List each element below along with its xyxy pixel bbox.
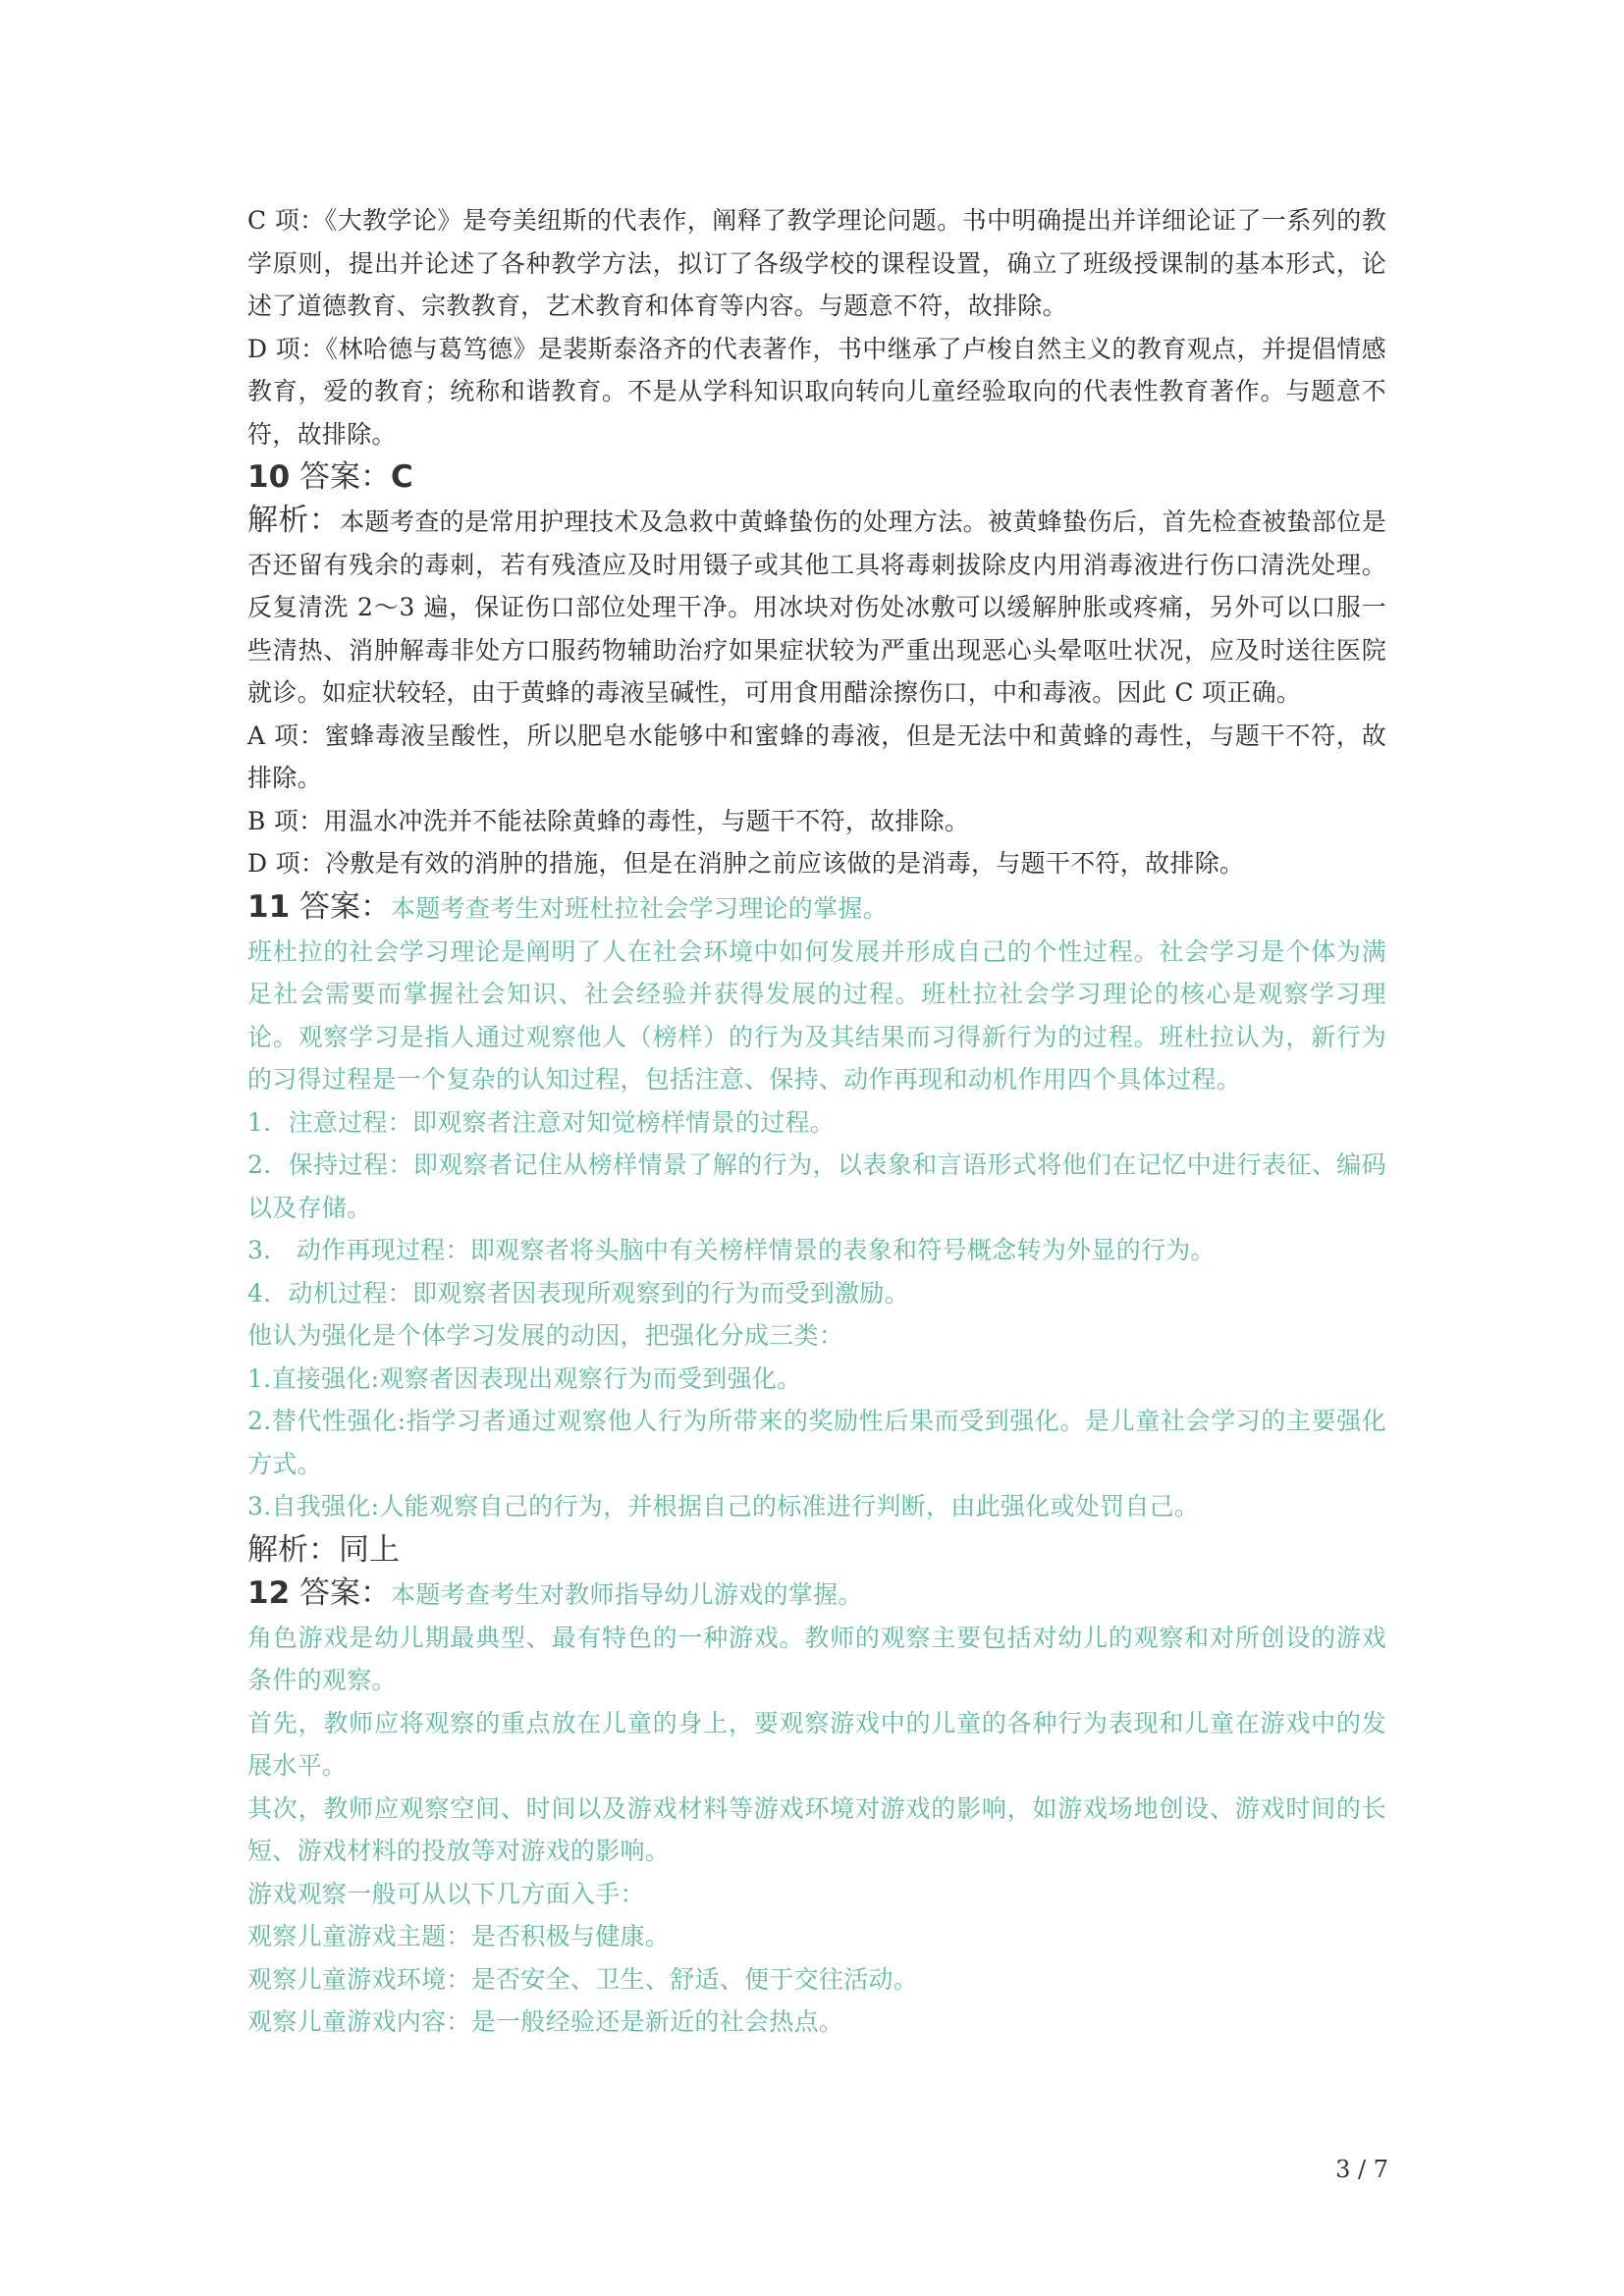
- paragraph-b-item: B 项：用温水冲洗并不能祛除黄蜂的毒性，与题干不符，故排除。: [247, 806, 970, 835]
- answer-letter: C: [391, 459, 413, 495]
- list-item: 1.直接强化:观察者因表现出观察行为而受到强化。: [247, 1363, 802, 1393]
- answer-heading-12: [247, 1572, 1386, 1617]
- list-item: 3.自我强化:人能观察自己的行为，并根据自己的标准进行判断，由此强化或处罚自己。: [247, 1492, 1200, 1521]
- paragraph: 首先，教师应将观察的重点放在儿童的身上，要观察游戏中的儿童的各种行为表现和儿童在游戏中的发展水平。: [247, 1708, 1386, 1780]
- list-item: 2．保持过程：即观察者记住从榜样情景了解的行为，以表象和言语形式将他们在记忆中进行表征、编码以及存储。: [247, 1150, 1386, 1222]
- answer-heading-10: [247, 455, 1386, 499]
- page-number: 3 / 7: [1335, 2156, 1388, 2183]
- analysis-paragraph-10: [247, 499, 1386, 715]
- analysis-text: 本题考查的是常用护理技术及急救中黄蜂蛰伤的处理方法。被黄蜂蛰伤后，首先检查被蛰部位是否还留有残余的毒刺，若有残渣应及时用镊子或其他工具将毒刺拔除皮内用消毒液进行伤口清洗处理。反复清洗 2～3 遍，保证伤口部位处理干净。用冰块对伤处冰敷可以缓解肿胀或疼痛，另外可以口服一些清热、消肿解毒非处方口服药物辅助治疗如果症状较为严重出现恶心头晕呕吐状况，应及时送往医院就诊。如症状较轻，由于黄蜂的毒液呈碱性，可用食用醋涂擦伤口，中和毒液。因此 C 项正确。: [247, 507, 1386, 707]
- answer-label: 答案：: [290, 459, 391, 495]
- list-item: 3． 动作再现过程：即观察者将头脑中有关榜样情景的表象和符号概念转为外显的行为。: [247, 1236, 1216, 1264]
- paragraph-a-item: A 项：蜜蜂毒液呈酸性，所以肥皂水能够中和蜜蜂的毒液，但是无法中和黄蜂的毒性，与题干不符，故排除。: [247, 721, 1386, 792]
- list-item: 1．注意过程：即观察者注意对知觉榜样情景的过程。: [247, 1107, 836, 1137]
- paragraph-c-item: C 项：《大教学论》是夸美纽斯的代表作，阐释了教学理论问题。书中明确提出并详细论证了一系列的教学原则，提出并论述了各种教学方法，拟订了各级学校的课程设置，确立了班级授课制的基本形式，论述了道德教育、宗教教育，艺术教育和体育等内容。与题意不符，故排除。: [247, 206, 1386, 320]
- answer-label: 答案：: [290, 1575, 391, 1611]
- paragraph-d-item-2: D 项：冷敷是有效的消肿的措施，但是在消肿之前应该做的是消毒，与题干不符，故排除。: [247, 849, 1245, 878]
- paragraph: 游戏观察一般可从以下几方面入手：: [247, 1879, 645, 1908]
- paragraph-reinforcement: 他认为强化是个体学习发展的动因，把强化分成三类：: [247, 1321, 844, 1350]
- answer-intro: 本题考查考生对教师指导幼儿游戏的掌握。: [391, 1579, 863, 1609]
- paragraph-d-item: D 项：《林哈德与葛笃德》是裴斯泰洛齐的代表著作，书中继承了卢梭自然主义的教育观点，并提倡情感教育，爱的教育；统称和谐教育。不是从学科知识取向转向儿童经验取向的代表性教育著作。与题意不符，故排除。: [247, 334, 1386, 449]
- question-number: 11: [247, 888, 291, 925]
- list-item: 观察儿童游戏环境：是否安全、卫生、舒适、便于交往活动。: [247, 1964, 919, 1994]
- answer-label: 答案：: [290, 888, 391, 925]
- list-item: 2.替代性强化:指学习者通过观察他人行为所带来的奖励性后果而受到强化。是儿童社会学习的主要强化方式。: [247, 1407, 1386, 1478]
- answer-heading-11: [247, 885, 1386, 931]
- list-item: 观察儿童游戏内容：是一般经验还是新近的社会热点。: [247, 2007, 844, 2036]
- paragraph: 其次，教师应观察空间、时间以及游戏材料等游戏环境对游戏的影响，如游戏场地创设、游戏时间的长短、游戏材料的投放等对游戏的影响。: [247, 1793, 1386, 1865]
- question-number: 12: [247, 1575, 291, 1611]
- document-body: [247, 199, 1386, 2044]
- list-item: 4．动机过程：即观察者因表现所观察到的行为而受到激励。: [247, 1278, 910, 1308]
- analysis-label: 解析：: [247, 503, 341, 538]
- analysis-same: 解析：同上: [247, 1531, 400, 1568]
- list-item: 观察儿童游戏主题：是否积极与健康。: [247, 1922, 671, 1950]
- paragraph-bandura-intro: 班杜拉的社会学习理论是阐明了人在社会环境中如何发展并形成自己的个性过程。社会学习是个体为满足社会需要而掌握社会知识、社会经验并获得发展的过程。班杜拉社会学习理论的核心是观察学习理论。观察学习是指人通过观察他人（榜样）的行为及其结果而习得新行为的过程。班杜拉认为，新行为的习得过程是一个复杂的认知过程，包括注意、保持、动作再现和动机作用四个具体过程。: [247, 936, 1386, 1094]
- answer-intro: 本题考查考生对班杜拉社会学习理论的掌握。: [391, 893, 889, 923]
- paragraph: 角色游戏是幼儿期最典型、最有特色的一种游戏。教师的观察主要包括对幼儿的观察和对所创设的游戏条件的观察。: [247, 1623, 1386, 1694]
- question-number: 10: [247, 459, 291, 495]
